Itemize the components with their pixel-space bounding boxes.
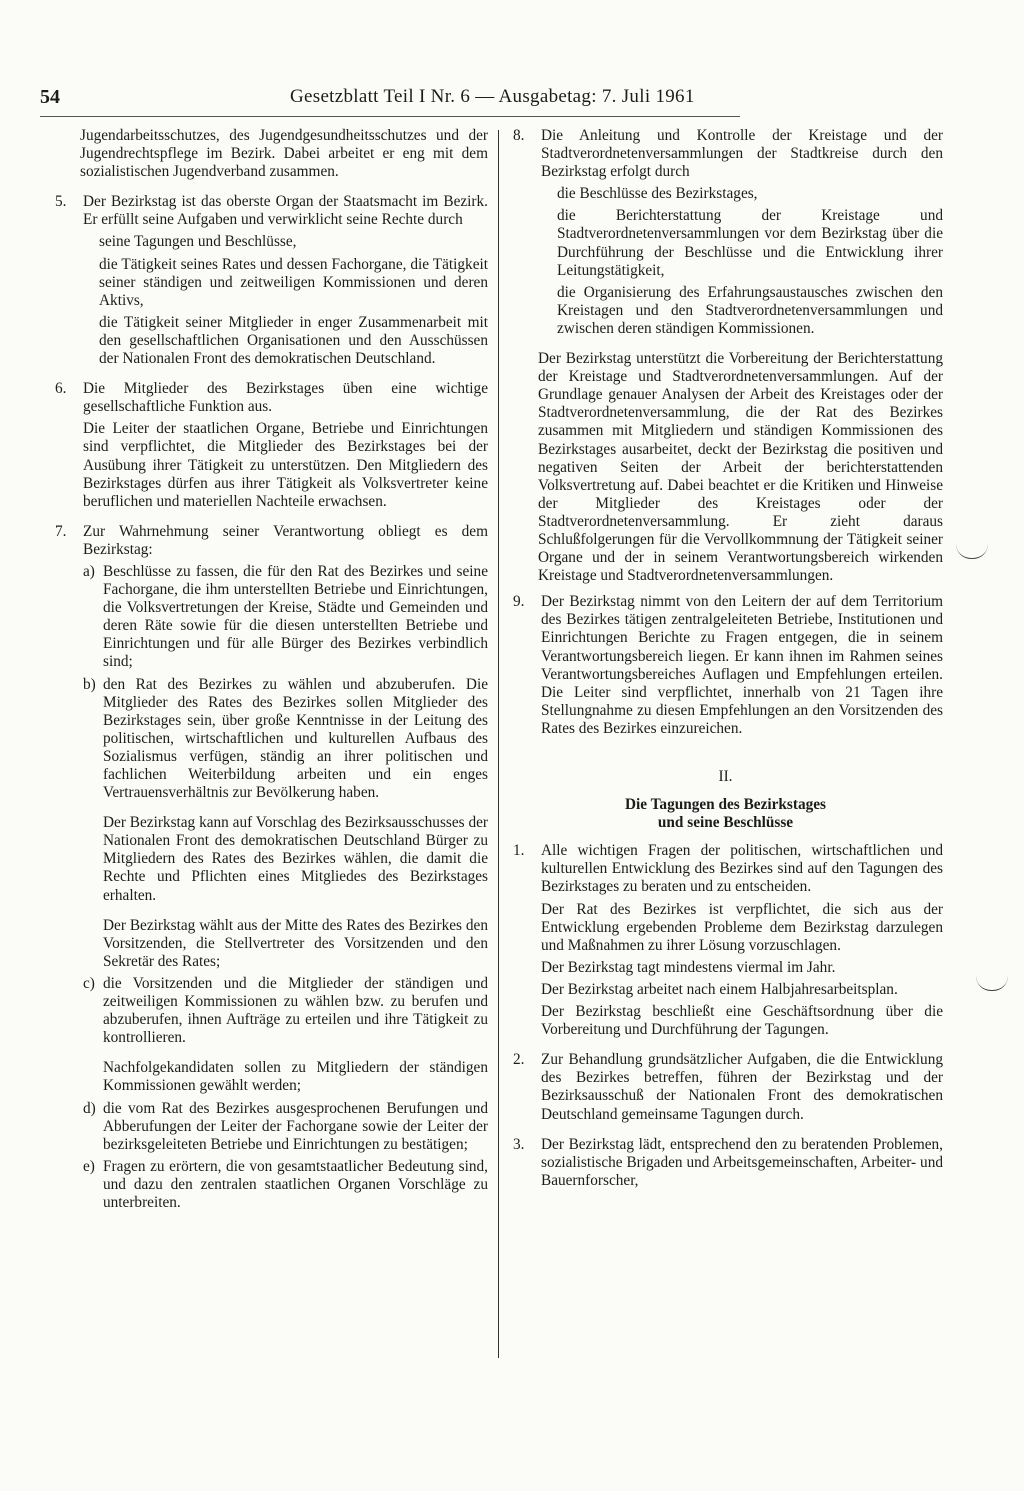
section-title-line: und seine Beschlüsse [657, 814, 794, 832]
paragraph: Der Bezirkstag beschließt eine Geschäftsordnung über die Vorbereitung und Durchführung der Tagungen. [541, 1003, 943, 1039]
subitem-c [83, 975, 488, 1096]
margin-mark [976, 976, 1008, 991]
paragraph: Alle wichtigen Fragen der politischen, wirtschaftlichen und kulturellen Entwicklung des Bezirkes sind auf den Tagungen des Bezirkstages zu beraten und zu entscheiden. [541, 842, 943, 896]
paragraph: Der Bezirkstag wählt aus der Mitte des Rates des Bezirkes den Vorsitzenden, die Stellvertreter des Vorsitzenden und den Sekretär des Rates; [103, 916, 488, 970]
section-title [508, 796, 943, 832]
intro-paragraph: Jugendarbeitsschutzes, des Jugendgesundheitsschutzes und der Jugendrechtspflege im Bezirk. Dabei arbeitet er eng mit dem sozialistischen Jugendverband zusammen. [80, 127, 488, 181]
item-9 [508, 593, 943, 738]
paragraph: Der Bezirkstag unterstützt die Vorbereitung der Berichterstattung der Kreistage und Stadtverordnetenversammlungen. Auf der Grundlage genauer Analysen der Arbeit des Kreistages oder der Stadtverordnetenversammlung, die der Rat des Bezirkes zusammen mit Mitgliedern und ständigen Kommissionen des Bezirkstages ausarbeitet, deckt der Bezirkstag die positiven und negativen Seiten der Arbeit der berichterstattenden Volksvertretung auf. Dabei beachtet er die Kritiken und Hinweise der Mitglieder des Kreistages oder der Stadtverordnetenversammlung. Er zieht daraus Schlußfolgerungen für die Vervollkommnung der Tätigkeit seiner Organe und der in seinem Verantwortungsbereich wirkenden Kreistage und Stadtverordnetenversammlungen. [538, 350, 943, 585]
paragraph: die Berichterstattung der Kreistage und Stadtverordnetenversammlungen vor dem Bezirkstag über die Durchführung der Beschlüsse und die Entwicklung ihrer Leitungstätigkeit, [557, 207, 943, 279]
paragraph: Der Bezirkstag lädt, entsprechend den zu beratenden Problemen, sozialistische Brigaden und Arbeitsgemeinschaften, Arbeiter- und Bauernforscher, [541, 1135, 943, 1189]
paragraph: Der Bezirkstag arbeitet nach einem Halbjahresarbeitsplan. [541, 980, 898, 998]
paragraph: Die Mitglieder des Bezirkstages üben eine wichtige gesellschaftliche Funktion aus. [83, 380, 488, 416]
subitem-letter: d) [83, 1099, 96, 1117]
paragraph: Der Bezirkstag nimmt von den Leitern der auf dem Territorium des Bezirkes tätigen zentralgeleiteten Betriebe, Institutionen und Einrichtungen Berichte zu Fragen entgegen, die in seinem Verantwortungsbereich liegen. Er kann ihnen im Rahmen seines Verantwortungsbereiches Auflagen und Empfehlungen erteilen. Die Leiter sind verpflichtet, innerhalb von 21 Tagen ihre Stellungnahme zu diesen Empfehlungen an den Vorsitzenden des Rates des Bezirkes einzureichen. [541, 593, 943, 737]
paragraph: Beschlüsse zu fassen, die für den Rat des Bezirkes und seine Fachorgane, die ihm unterstellten Betriebe und Einrichtungen, die Volksvertretungen der Kreise, Städte und Gemeinden und deren Räte sowie für die diesen unterstellten Betriebe und Einrichtungen und für alle Bürger des Bezirkes verbindlich sind; [103, 562, 488, 671]
paragraph: Zur Behandlung grundsätzlicher Aufgaben, die die Entwicklung des Bezirkes betreffen, führen der Bezirkstag und der Bezirksausschuß der Nationalen Front des demokratischen Deutschland gemeinsame Tagungen durch. [541, 1051, 943, 1123]
paragraph: Der Rat des Bezirkes ist verpflichtet, die sich aus der Entwicklung ergebenden Probleme dem Bezirkstag darzulegen und Maßnahmen zu ihrer Lösung vorzuschlagen. [541, 900, 943, 954]
paragraph: Zur Wahrnehmung seiner Verantwortung obliegt es dem Bezirkstag: [83, 522, 488, 558]
item-number: 2. [513, 1051, 525, 1069]
paragraph: Die Anleitung und Kontrolle der Kreistage und der Stadtverordnetenversammlungen der Stadtkreise durch den Bezirkstag erfolgt durch [541, 127, 943, 181]
paragraph: die vom Rat des Bezirkes ausgesprochenen Berufungen und Abberufungen der Leiter der Fachorgane sowie der Leiter der bezirksgeleiteten Betriebe und Einrichtungen zu bestätigen; [103, 1099, 488, 1153]
paragraph: Der Bezirkstag kann auf Vorschlag des Bezirksausschusses der Nationalen Front des demokratischen Deutschland Bürger zu Mitgliedern des Rates des Bezirkes wählen, die damit die Rechte und Pflichten eines Mitgliedes des Bezirkstages erhalten. [103, 814, 488, 904]
item-5 [50, 193, 488, 368]
paragraph: die Organisierung des Erfahrungsaustausches zwischen den Kreistagen und den Stadtverordnetenversammlungen und zwischen deren ständigen Kommissionen. [557, 283, 943, 337]
item-number: 5. [55, 193, 67, 211]
page-number: 54 [40, 86, 60, 108]
subitem-letter: e) [83, 1157, 95, 1175]
paragraph: den Rat des Bezirkes zu wählen und abzuberufen. Die Mitglieder des Rates des Bezirkes sollen Mitglieder des Bezirkstages sein, über große Kenntnisse in der Leitung des politischen, wirtschaftlichen und kulturellen Aufbaus des Sozialismus verfügen, ständig an ihrer politischen und fachlichen Weiterbildung arbeiten und ein enges Vertrauensverhältnis zur Bevölkerung haben. [103, 675, 488, 802]
subitem-e [83, 1158, 488, 1212]
subitem-letter: b) [83, 675, 96, 693]
header-rule [40, 116, 740, 117]
section2-item-2 [508, 1051, 943, 1123]
left-column [50, 127, 488, 1224]
item-number: 8. [513, 127, 525, 144]
margin-mark [956, 544, 988, 559]
section-title-line: Die Tagungen des Bezirkstages [624, 796, 826, 814]
column-divider [498, 130, 499, 1358]
paragraph: Der Bezirkstag ist das oberste Organ der Staatsmacht im Bezirk. Er erfüllt seine Aufgaben und verwirklicht seine Rechte durch [83, 193, 488, 229]
paragraph: die Tätigkeit seiner Mitglieder in enger Zusammenarbeit mit den gesellschaftlichen Organisationen und den Ausschüssen der Nationalen Front des demokratischen Deutschland. [99, 313, 488, 368]
section-number: II. [718, 768, 733, 785]
page-header: Gesetzblatt Teil I Nr. 6 — Ausgabetag: 7. Juli 1961 [290, 86, 695, 107]
paragraph: die Beschlüsse des Bezirkstages, [557, 185, 758, 203]
paragraph: Fragen zu erörtern, die von gesamtstaatlicher Bedeutung sind, und dazu den zentralen staatlichen Organen Vorschläge zu unterbreiten. [103, 1157, 488, 1211]
item-6 [50, 380, 488, 511]
paragraph: Der Bezirkstag tagt mindestens viermal im Jahr. [541, 958, 836, 976]
subitem-d [83, 1100, 488, 1154]
paragraph: die Tätigkeit seines Rates und dessen Fachorgane, die Tätigkeit seiner ständigen und zeitweiligen Kommissionen und deren Aktivs, [99, 255, 488, 309]
section2-item-1 [508, 842, 943, 1039]
item-number: 6. [55, 380, 67, 398]
item-number: 3. [513, 1135, 525, 1153]
item-8 [508, 127, 943, 338]
item-number: 9. [513, 593, 525, 611]
item-number: 7. [55, 522, 67, 540]
paragraph: seine Tagungen und Beschlüsse, [99, 233, 297, 251]
subitem-letter: a) [83, 562, 95, 580]
subitem-a [83, 563, 488, 672]
section2-item-3 [508, 1136, 943, 1190]
paragraph: Nachfolgekandidaten sollen zu Mitgliedern der ständigen Kommissionen gewählt werden; [103, 1059, 488, 1095]
paragraph: Die Leiter der staatlichen Organe, Betriebe und Einrichtungen sind verpflichtet, die Mitglieder des Bezirkstages bei der Ausübung ihrer Tätigkeit zu unterstützen. Den Mitgliedern des Bezirkstages dürfen aus ihrer Tätigkeit als Volksvertreter keine beruflichen und materiellen Nachteile erwachsen. [83, 420, 488, 510]
paragraph: die Vorsitzenden und die Mitglieder der ständigen und zeitweiligen Kommissionen zu wählen bzw. zu berufen und abzuberufen, ihnen Aufträge zu erteilen und ihre Tätigkeit zu kontrollieren. [103, 974, 488, 1047]
subitem-letter: c) [83, 974, 95, 992]
item-7 [50, 523, 488, 1212]
subitem-b [83, 676, 488, 971]
item-number: 1. [513, 842, 525, 860]
right-column [508, 127, 943, 1202]
